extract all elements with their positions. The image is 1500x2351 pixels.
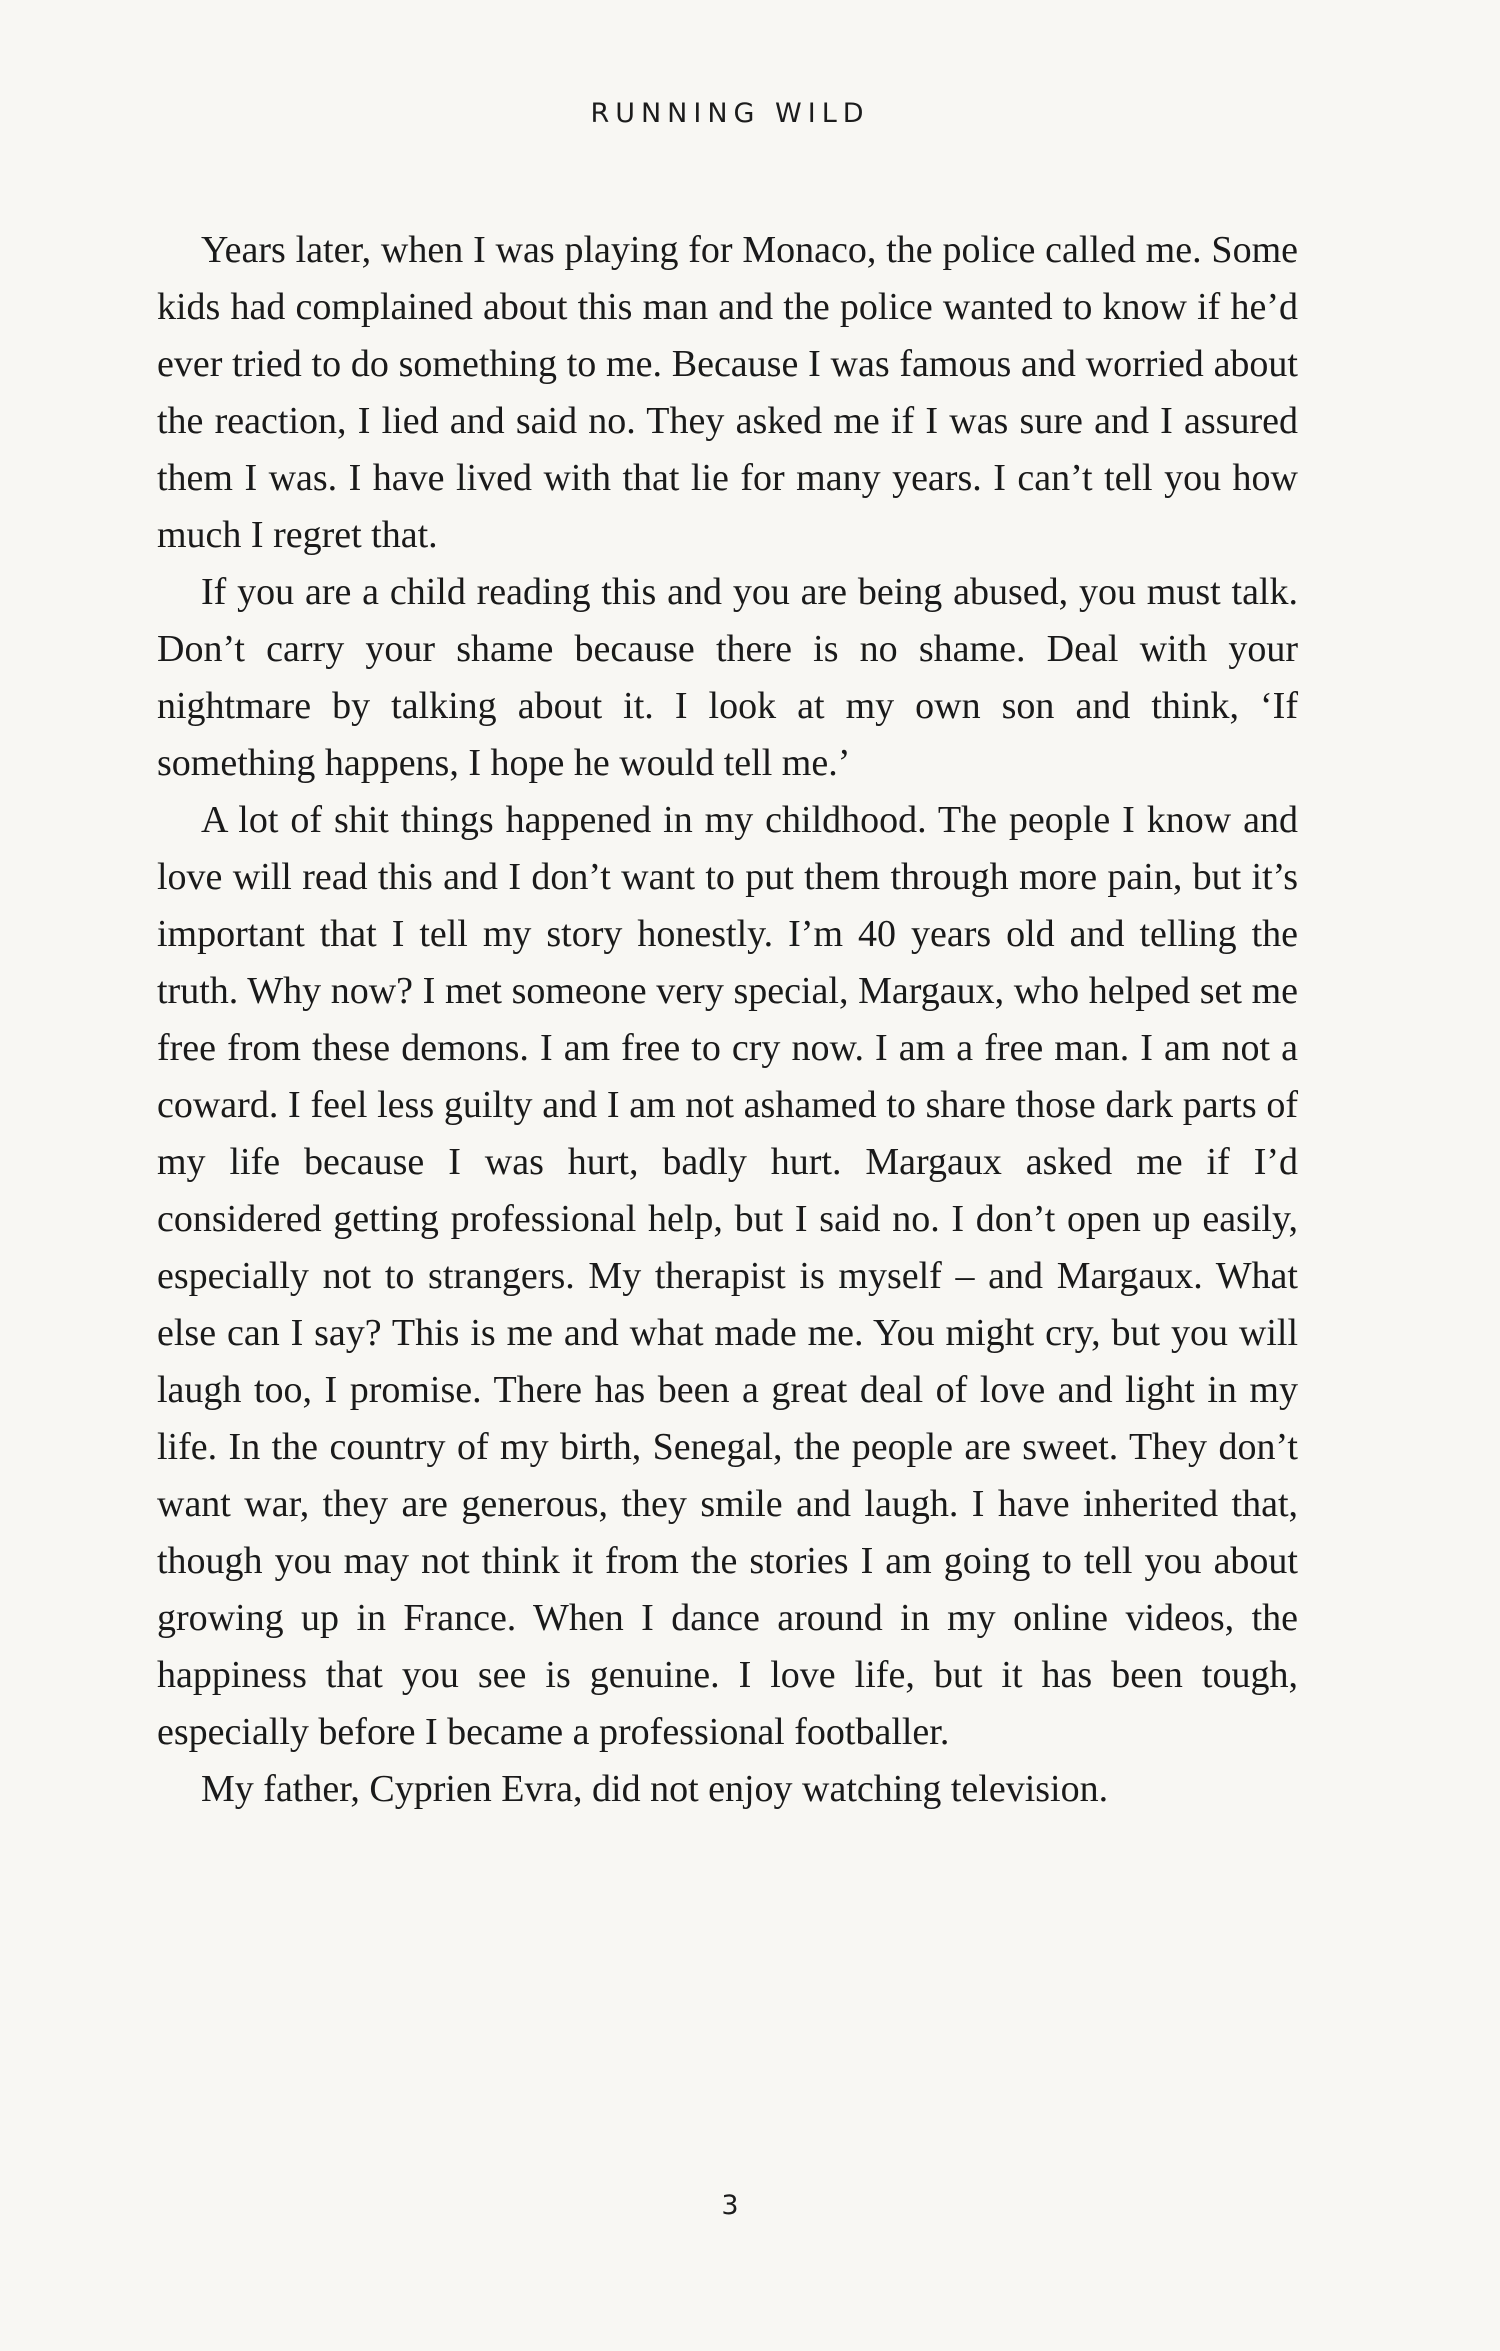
paragraph: If you are a child reading this and you are being abused, you must talk. Don’t carry your shame because there is no shame. Deal with your nightmare by talking about it. I look at my own son and think, ‘If something happens, I hope he would tell me.’ [157,571,1298,784]
body-text [157,222,1298,1818]
paragraph: Years later, when I was playing for Monaco, the police called me. Some kids had complained about this man and the police wanted to know if he’d ever tried to do something to me. Because I was famous and worried about the reaction, I lied and said no. They asked me if I was sure and I assured them I was. I have lived with that lie for many years. I can’t tell you how much I regret that. [157,229,1298,556]
page-number: 3 [721,2190,739,2221]
running-head: RUNNING WILD [590,98,870,129]
paragraph: My father, Cyprien Evra, did not enjoy watching television. [201,1768,1109,1810]
paragraph: A lot of shit things happened in my childhood. The people I know and love will read this and I don’t want to put them through more pain, but it’s important that I tell my story honestly. I’m 40 years old and telling the truth. Why now? I met someone very special, Margaux, who helped set me free from these demons. I am free to cry now. I am a free man. I am not a coward. I feel less guilty and I am not ashamed to share those dark parts of my life because I was hurt, badly hurt. Margaux asked me if I’d considered getting professional help, but I said no. I don’t open up easily, especially not to strangers. My therapist is myself – and Margaux. What else can I say? This is me and what made me. You might cry, but you will laugh too, I promise. There has been a great deal of love and light in my life. In the country of my birth, Senegal, the people are sweet. They don’t want war, they are generous, they smile and laugh. I have inherited that, though you may not think it from the stories I am going to tell you about growing up in France. When I dance around in my online videos, the happiness that you see is genuine. I love life, but it has been tough, especially before I became a professional footballer. [157,799,1298,1753]
